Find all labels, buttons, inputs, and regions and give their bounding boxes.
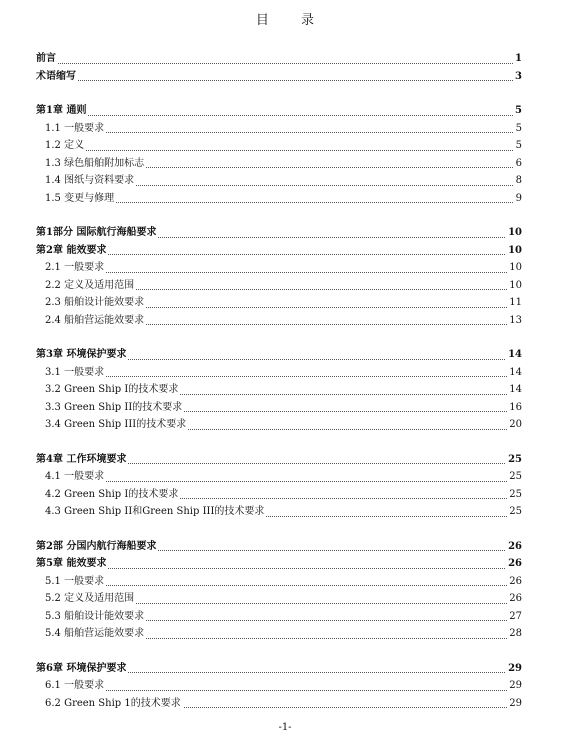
toc-entry-page: 26 xyxy=(506,555,522,573)
toc-entry[interactable] xyxy=(36,590,522,608)
toc-entry[interactable] xyxy=(36,242,522,260)
toc-entry-label: 4.3 Green Ship II和Green Ship III的技术要求 xyxy=(45,506,265,517)
toc-entry-page: 6 xyxy=(514,155,522,173)
toc-entry[interactable] xyxy=(36,68,522,86)
toc-entry-label: 前言 xyxy=(36,53,56,64)
toc-entry-label: 2.4 船舶营运能效要求 xyxy=(45,314,145,326)
toc-entry-label: 3.2 Green Ship I的技术要求 xyxy=(45,384,179,395)
toc-entry-page: 5 xyxy=(513,102,522,120)
toc-entry[interactable] xyxy=(36,364,522,382)
toc-entry-label: 6.2 Green Ship 1的技术要求 xyxy=(45,697,181,709)
toc-entry-page: 10 xyxy=(506,224,522,242)
table-of-contents xyxy=(36,50,522,712)
toc-entry[interactable] xyxy=(36,381,522,399)
toc-entry[interactable] xyxy=(36,155,522,173)
page-title: 目 录 xyxy=(255,13,329,28)
dot-leader xyxy=(45,376,513,377)
toc-entry-label: 第5章 能效要求 xyxy=(36,558,107,569)
toc-entry-label: 6.1 一般要求 xyxy=(45,680,105,691)
toc-entry[interactable] xyxy=(36,416,522,434)
toc-entry-page: 25 xyxy=(506,451,522,469)
toc-entry-label: 第1章 通则 xyxy=(36,105,87,116)
toc-entry-page: 10 xyxy=(507,277,522,295)
toc-entry-page: 29 xyxy=(506,660,522,678)
toc-entry-page: 25 xyxy=(507,468,522,486)
toc-entry-page: 27 xyxy=(507,608,522,626)
toc-entry[interactable] xyxy=(36,538,522,556)
toc-entry[interactable] xyxy=(36,190,522,208)
toc-entry-label: 1.5 变更与修理 xyxy=(45,192,115,204)
toc-entry-label: 1.4 图纸与资料要求 xyxy=(45,175,135,186)
toc-entry-page: 26 xyxy=(507,590,522,608)
toc-entry-label: 第6章 环境保护要求 xyxy=(36,662,127,674)
toc-entry-label: 5.1 一般要求 xyxy=(45,575,105,587)
page-number-footer: -1- xyxy=(278,722,292,733)
toc-entry-label: 3.1 一般要求 xyxy=(45,366,105,378)
toc-entry[interactable] xyxy=(36,660,522,678)
toc-entry-page: 11 xyxy=(507,294,522,312)
dot-leader xyxy=(45,150,513,151)
toc-entry[interactable] xyxy=(36,451,522,469)
toc-entry-page: 10 xyxy=(506,242,522,260)
toc-entry[interactable] xyxy=(36,346,522,364)
toc-entry-page: 14 xyxy=(507,381,522,399)
toc-entry[interactable] xyxy=(36,573,522,591)
toc-entry-label: 1.3 绿色船舶附加标志 xyxy=(45,157,145,169)
toc-entry-page: 1 xyxy=(513,50,522,68)
toc-entry-label: 第3章 环境保护要求 xyxy=(36,349,127,360)
toc-entry-label: 第2章 能效要求 xyxy=(36,244,107,256)
dot-leader xyxy=(36,80,513,81)
dot-leader xyxy=(36,115,513,116)
toc-entry-page: 13 xyxy=(507,312,522,330)
toc-entry[interactable] xyxy=(36,503,522,521)
toc-entry-page: 25 xyxy=(507,486,522,504)
toc-entry-page: 5 xyxy=(514,120,522,138)
toc-entry-label: 术语缩写 xyxy=(36,70,76,82)
dot-leader xyxy=(36,63,513,64)
toc-entry-label: 3.4 Green Ship III的技术要求 xyxy=(45,419,187,430)
toc-entry-page: 29 xyxy=(507,695,522,713)
toc-entry[interactable] xyxy=(36,486,522,504)
toc-entry-label: 2.2 定义及适用范围 xyxy=(45,279,135,291)
toc-entry-label: 第2部 分国内航行海船要求 xyxy=(36,540,157,552)
toc-entry-page: 10 xyxy=(507,259,522,277)
dot-leader xyxy=(45,132,513,133)
toc-entry[interactable] xyxy=(36,277,522,295)
toc-entry[interactable] xyxy=(36,677,522,695)
toc-entry-page: 8 xyxy=(514,172,522,190)
toc-entry-label: 4.1 一般要求 xyxy=(45,471,105,482)
toc-entry-page: 14 xyxy=(506,346,522,364)
toc-entry-label: 第1部分 国际航行海船要求 xyxy=(36,227,157,238)
toc-entry[interactable] xyxy=(36,259,522,277)
toc-entry-page: 3 xyxy=(513,68,522,86)
toc-entry[interactable] xyxy=(36,468,522,486)
toc-entry[interactable] xyxy=(36,50,522,68)
toc-entry-page: 26 xyxy=(507,573,522,591)
toc-entry-page: 16 xyxy=(507,399,522,417)
toc-entry[interactable] xyxy=(36,555,522,573)
toc-entry[interactable] xyxy=(36,137,522,155)
toc-entry[interactable] xyxy=(36,625,522,643)
toc-entry[interactable] xyxy=(36,120,522,138)
toc-entry-page: 9 xyxy=(514,190,522,208)
toc-entry[interactable] xyxy=(36,312,522,330)
toc-entry[interactable] xyxy=(36,608,522,626)
dot-leader xyxy=(45,272,513,273)
toc-entry-label: 5.4 船舶营运能效要求 xyxy=(45,628,145,639)
toc-entry-label: 2.1 一般要求 xyxy=(45,262,105,273)
dot-leader xyxy=(45,585,513,586)
toc-entry-label: 第4章 工作环境要求 xyxy=(36,453,127,465)
toc-entry-page: 5 xyxy=(514,137,522,155)
toc-entry-label: 1.1 一般要求 xyxy=(45,122,105,134)
toc-entry-label: 2.3 船舶设计能效要求 xyxy=(45,297,145,308)
dot-leader xyxy=(45,690,513,691)
toc-entry-page: 25 xyxy=(507,503,522,521)
toc-entry-label: 1.2 定义 xyxy=(45,140,85,151)
toc-entry-label: 3.3 Green Ship II的技术要求 xyxy=(45,401,183,413)
toc-entry-page: 29 xyxy=(507,677,522,695)
toc-entry[interactable] xyxy=(36,294,522,312)
toc-entry-label: 5.3 船舶设计能效要求 xyxy=(45,610,145,622)
dot-leader xyxy=(45,481,513,482)
toc-entry-label: 4.2 Green Ship I的技术要求 xyxy=(45,488,179,500)
toc-entry-page: 20 xyxy=(507,416,522,434)
toc-entry-label: 5.2 定义及适用范围 xyxy=(45,593,135,604)
toc-entry[interactable] xyxy=(36,695,522,713)
toc-entry[interactable] xyxy=(36,102,522,120)
toc-entry[interactable] xyxy=(36,399,522,417)
toc-entry[interactable] xyxy=(36,224,522,242)
toc-entry-page: 28 xyxy=(507,625,522,643)
toc-entry-page: 14 xyxy=(507,364,522,382)
toc-entry[interactable] xyxy=(36,172,522,190)
toc-entry-page: 26 xyxy=(506,538,522,556)
